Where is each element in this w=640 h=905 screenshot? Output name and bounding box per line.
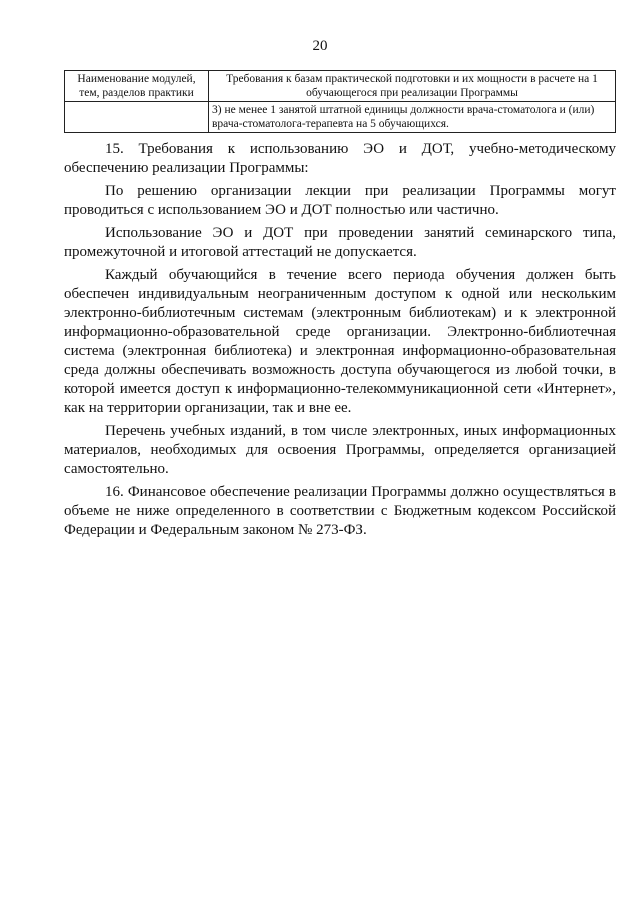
paragraph-lectures: По решению организации лекции при реализации Программы могут проводиться с использованием ЭО и ДОТ полностью или частично.: [64, 183, 616, 218]
requirements-table: [64, 70, 616, 133]
table-header-row: [65, 71, 616, 102]
section-15-heading: 15. Требования к использованию ЭО и ДОТ, учебно-методическому обеспечению реализации Программы:: [64, 141, 616, 176]
document-body: [64, 140, 616, 544]
table-header-requirements: Требования к базам практической подготовки и их мощности в расчете на 1 обучающегося при реализации Программы: [209, 71, 616, 102]
table-row: [65, 102, 616, 133]
paragraph-library-access: Каждый обучающийся в течение всего периода обучения должен быть обеспечен индивидуальным неограниченным доступом к одной или нескольким электронно-библиотечным системам (электронным библиотекам) и к электронной информационно-образовательной среде организации. Электронно-библиотечная система (электронная библиотека) и электронная информационно-образовательная среда должны обеспечивать возможность доступа обучающегося из любой точки, в которой имеется доступ к информационно-телекоммуникационной сети «Интернет», как на территории организации, так и вне ее.: [64, 267, 616, 416]
paragraph-seminars: Использование ЭО и ДОТ при проведении занятий семинарского типа, промежуточной и итоговой аттестаций не допускается.: [64, 225, 616, 260]
table-header-modules: Наименование модулей, тем, разделов практики: [65, 71, 209, 102]
page-number: 20: [312, 38, 328, 54]
paragraph-publications: Перечень учебных изданий, в том числе электронных, иных информационных материалов, необходимых для освоения Программы, определяется организацией самостоятельно.: [64, 423, 616, 477]
table-cell-module: [65, 102, 209, 133]
table-cell-requirement: 3) не менее 1 занятой штатной единицы должности врача-стоматолога и (или) врача-стоматолога-терапевта на 5 обучающихся.: [209, 102, 616, 133]
section-16-financing: 16. Финансовое обеспечение реализации Программы должно осуществляться в объеме не ниже определенного в соответствии с Бюджетным кодексом Российской Федерации и Федеральным законом № 273-ФЗ.: [64, 484, 616, 538]
